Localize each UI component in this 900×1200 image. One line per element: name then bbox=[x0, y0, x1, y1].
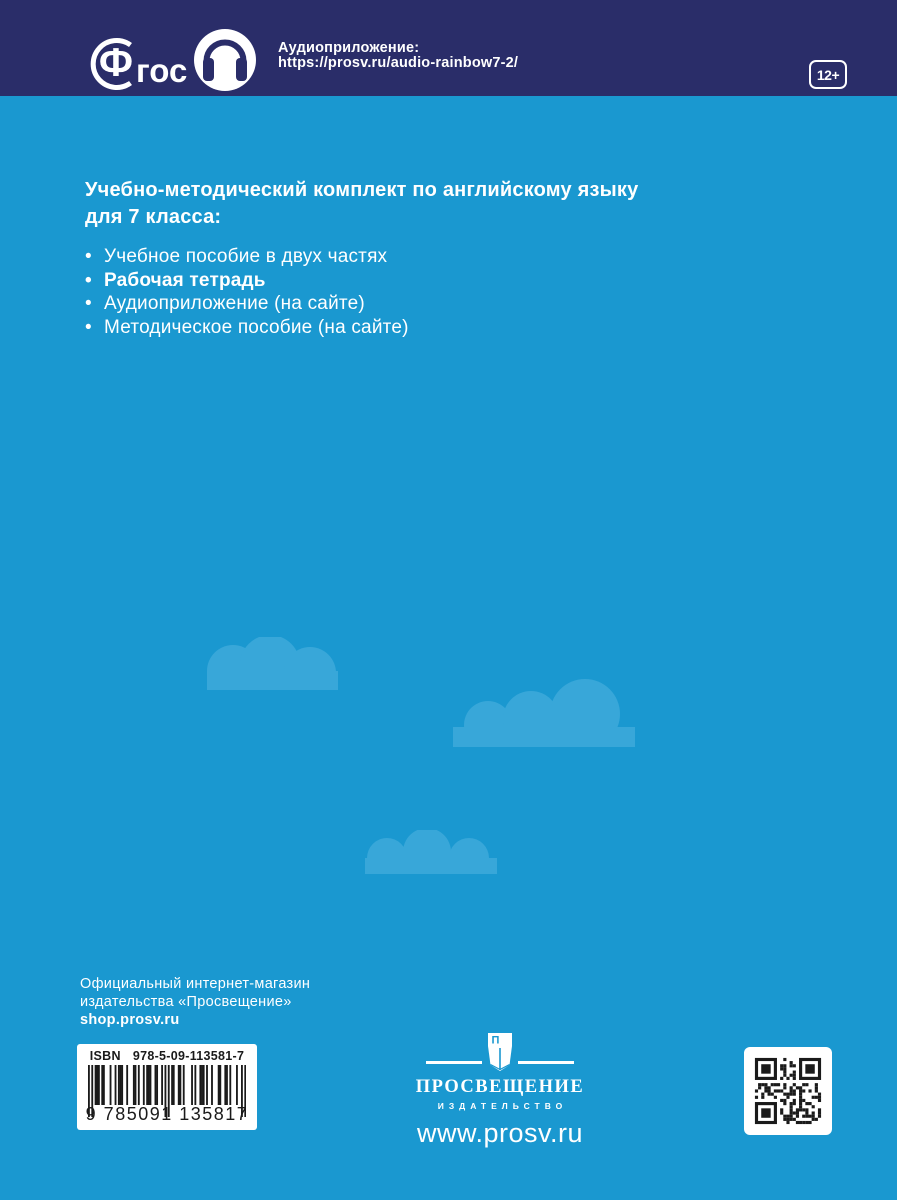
umk-item: • Методическое пособие (на сайте) bbox=[85, 316, 645, 340]
publisher-url: www.prosv.ru bbox=[416, 1118, 584, 1148]
shop-url: shop.prosv.ru bbox=[80, 1012, 180, 1028]
shop-line2: издательства «Просвещение» bbox=[80, 994, 292, 1010]
audio-app-url: https://prosv.ru/audio-rainbow7-2/ bbox=[278, 55, 519, 71]
fgos-logo-icon bbox=[86, 26, 196, 92]
audio-app-info bbox=[278, 41, 518, 71]
publisher-emblem-icon bbox=[485, 1032, 515, 1074]
umk-list bbox=[85, 245, 645, 339]
umk-item: • Учебное пособие в двух частях bbox=[85, 245, 645, 269]
barcode-digits: 9 785091 135817 bbox=[85, 1104, 249, 1124]
publisher-emblem-letter: П bbox=[491, 1034, 500, 1047]
fgos-gos-letters: гос bbox=[136, 52, 188, 89]
umk-item: • Аудиоприложение (на сайте) bbox=[85, 292, 645, 316]
shop-line1: Официальный интернет-магазин bbox=[80, 976, 311, 992]
qr-code bbox=[744, 1047, 832, 1135]
cloud-icon bbox=[205, 637, 340, 690]
cloud-icon bbox=[357, 830, 505, 874]
umk-item: • Рабочая тетрадь bbox=[85, 269, 645, 293]
qr-pattern bbox=[744, 1047, 832, 1135]
divider-line bbox=[518, 1061, 574, 1064]
audio-app-label: Аудиоприложение: bbox=[278, 40, 420, 56]
header-band bbox=[0, 0, 900, 96]
umk-heading-line2: для 7 класса: bbox=[85, 206, 222, 228]
publisher-name: ПРОСВЕЩЕНИЕ bbox=[415, 1077, 585, 1097]
isbn-line bbox=[77, 1049, 257, 1063]
isbn-barcode bbox=[77, 1044, 257, 1130]
umk-heading bbox=[85, 177, 725, 231]
divider-line bbox=[426, 1061, 482, 1064]
headphones-icon bbox=[192, 27, 258, 93]
fgos-f-letter: Ф bbox=[98, 41, 134, 85]
publisher-type: ИЗДАТЕЛЬСТВО bbox=[437, 1101, 568, 1111]
isbn-number: 978-5-09-113581-7 bbox=[132, 1049, 245, 1063]
isbn-label: ISBN bbox=[89, 1049, 121, 1063]
publisher-block bbox=[400, 1032, 600, 1149]
umk-heading-line1: Учебно-методический комплект по английскому языку bbox=[85, 179, 639, 201]
cloud-icon bbox=[453, 677, 635, 747]
age-rating-badge: 12+ bbox=[809, 60, 847, 89]
shop-info bbox=[80, 975, 310, 1029]
